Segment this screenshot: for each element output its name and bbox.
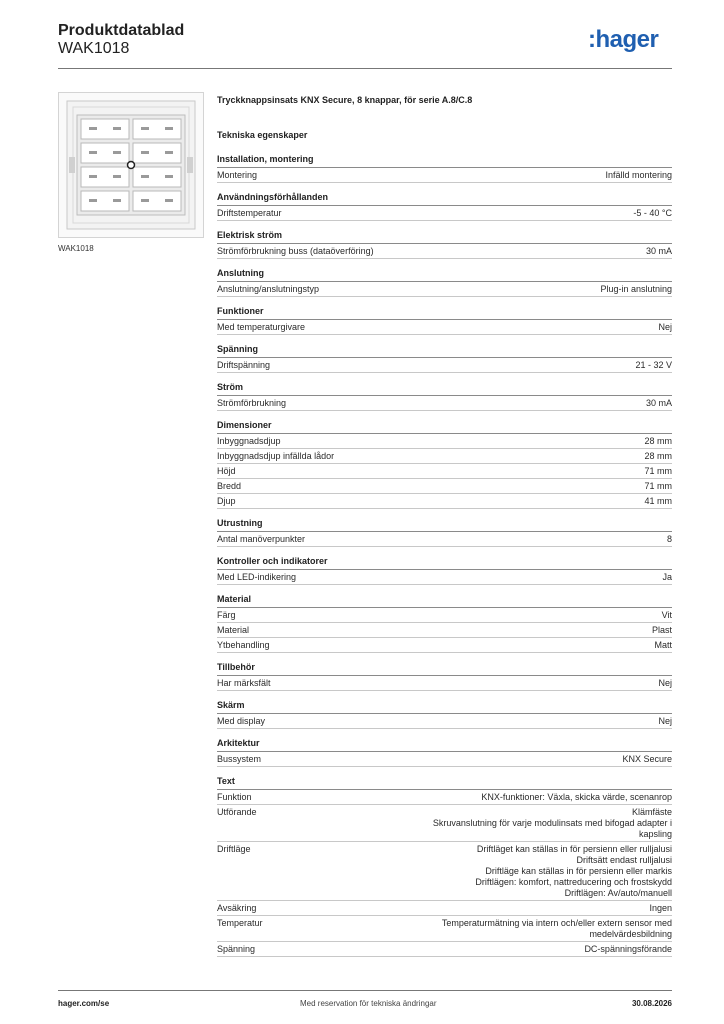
spec-label: Med temperaturgivare bbox=[217, 322, 306, 332]
spec-label: Inbyggnadsdjup bbox=[217, 436, 281, 446]
spec-section-title: Skärm bbox=[217, 698, 672, 714]
spec-value-line: Ingen bbox=[649, 903, 672, 913]
spec-section bbox=[217, 698, 672, 729]
spec-value-line: Ja bbox=[662, 572, 672, 582]
product-name: Tryckknappsinsats KNX Secure, 8 knappar, för serie A.8/C.8 bbox=[217, 95, 473, 105]
spec-section-title: Dimensioner bbox=[217, 418, 672, 434]
spec-value-line: Plast bbox=[651, 625, 672, 635]
spec-section bbox=[217, 380, 672, 411]
spec-value-line: Driftsätt endast rulljalusi bbox=[576, 855, 672, 865]
spec-row bbox=[217, 282, 672, 297]
spec-value bbox=[658, 716, 672, 727]
spec-value-line: Klämfäste bbox=[631, 807, 672, 817]
spec-value-line: Nej bbox=[658, 678, 672, 688]
spec-row bbox=[217, 916, 672, 942]
spec-label: Strömförbrukning buss (dataöverföring) bbox=[217, 246, 374, 256]
spec-value-line: Matt bbox=[654, 640, 672, 650]
spec-section-title: Ström bbox=[217, 380, 672, 396]
spec-row bbox=[217, 358, 672, 373]
spec-row bbox=[217, 479, 672, 494]
spec-row bbox=[217, 942, 672, 957]
spec-value bbox=[654, 640, 672, 651]
spec-section bbox=[217, 774, 672, 957]
spec-label: Funktion bbox=[217, 792, 252, 802]
spec-section-title: Material bbox=[217, 592, 672, 608]
spec-value-line: KNX Secure bbox=[622, 754, 672, 764]
spec-section bbox=[217, 190, 672, 221]
spec-label: Temperatur bbox=[217, 918, 263, 928]
spec-label: Med LED-indikering bbox=[217, 572, 297, 582]
spec-row bbox=[217, 396, 672, 411]
spec-section-title: Utrustning bbox=[217, 516, 672, 532]
spec-label: Ytbehandling bbox=[217, 640, 270, 650]
spec-row bbox=[217, 206, 672, 221]
spec-label: Driftspänning bbox=[217, 360, 271, 370]
spec-value-line: Nej bbox=[658, 716, 672, 726]
spec-value-line: Plug-in anslutning bbox=[600, 284, 672, 294]
spec-section bbox=[217, 266, 672, 297]
spec-value-line: 28 mm bbox=[644, 451, 672, 461]
product-image-caption: WAK1018 bbox=[58, 244, 94, 253]
spec-section bbox=[217, 592, 672, 653]
spec-row bbox=[217, 676, 672, 691]
spec-section-title: Installation, montering bbox=[217, 152, 672, 168]
spec-row bbox=[217, 434, 672, 449]
spec-value-line: 71 mm bbox=[644, 466, 672, 476]
spec-label: Driftstemperatur bbox=[217, 208, 282, 218]
spec-value bbox=[644, 436, 672, 447]
spec-value bbox=[646, 398, 672, 409]
spec-section-title: Text bbox=[217, 774, 672, 790]
spec-section bbox=[217, 554, 672, 585]
spec-label: Avsäkring bbox=[217, 903, 257, 913]
spec-value bbox=[667, 534, 672, 545]
footer-date: 30.08.2026 bbox=[631, 999, 672, 1008]
spec-row bbox=[217, 790, 672, 805]
spec-value bbox=[633, 208, 672, 219]
spec-value-line: 30 mA bbox=[645, 398, 672, 408]
spec-section bbox=[217, 516, 672, 547]
spec-row bbox=[217, 714, 672, 729]
spec-value-line: Driftläge kan ställas in för persienn eller markis bbox=[485, 866, 672, 876]
spec-value-line: Skruvanslutning för varje modulinsats med bifogad adapter i bbox=[432, 818, 672, 828]
spec-section-title: Kontroller och indikatorer bbox=[217, 554, 672, 570]
spec-value-line: Vit bbox=[661, 610, 672, 620]
spec-label: Montering bbox=[217, 170, 258, 180]
spec-value bbox=[600, 284, 672, 295]
spec-value-line: kapsling bbox=[638, 829, 672, 839]
spec-section-title: Arkitektur bbox=[217, 736, 672, 752]
spec-section-title: Tillbehör bbox=[217, 660, 672, 676]
spec-row bbox=[217, 623, 672, 638]
spec-label: Bredd bbox=[217, 481, 242, 491]
spec-value bbox=[662, 610, 672, 621]
spec-section bbox=[217, 418, 672, 509]
spec-value bbox=[584, 944, 672, 955]
spec-row bbox=[217, 901, 672, 916]
spec-label: Har märksfält bbox=[217, 678, 271, 688]
spec-value-line: 21 - 32 V bbox=[635, 360, 672, 370]
spec-label: Driftläge bbox=[217, 844, 251, 854]
spec-label: Strömförbrukning bbox=[217, 398, 287, 408]
document-title: Produktdatablad bbox=[58, 22, 185, 39]
spec-value bbox=[644, 466, 672, 477]
spec-value bbox=[475, 844, 672, 899]
spec-value bbox=[652, 625, 672, 636]
spec-value bbox=[442, 918, 672, 940]
spec-label: Inbyggnadsdjup infällda lådor bbox=[217, 451, 335, 461]
spec-value bbox=[481, 792, 672, 803]
spec-row bbox=[217, 842, 672, 901]
spec-value bbox=[605, 170, 672, 181]
spec-section bbox=[217, 304, 672, 335]
spec-value bbox=[635, 360, 672, 371]
spec-value-line: -5 - 40 °C bbox=[633, 208, 672, 218]
spec-value bbox=[658, 322, 672, 333]
document-subtitle: WAK1018 bbox=[58, 40, 130, 57]
product-image bbox=[58, 92, 204, 238]
spec-label: Färg bbox=[217, 610, 236, 620]
spec-value-line: Temperaturmätning via intern och/eller extern sensor med bbox=[441, 918, 672, 928]
spec-value-line: 28 mm bbox=[644, 436, 672, 446]
spec-row bbox=[217, 464, 672, 479]
spec-row bbox=[217, 608, 672, 623]
spec-value-line: Driftlägen: komfort, nattreducering och frostskydd bbox=[475, 877, 672, 887]
spec-section-title: Spänning bbox=[217, 342, 672, 358]
spec-row bbox=[217, 244, 672, 259]
spec-section-title: Elektrisk ström bbox=[217, 228, 672, 244]
footer-website: hager.com/se bbox=[58, 999, 110, 1008]
spec-row bbox=[217, 494, 672, 509]
spec-row bbox=[217, 805, 672, 842]
spec-value-line: 30 mA bbox=[645, 246, 672, 256]
spec-row bbox=[217, 320, 672, 335]
spec-label: Utförande bbox=[217, 807, 257, 817]
footer-divider bbox=[58, 990, 672, 991]
spec-section bbox=[217, 342, 672, 373]
spec-value bbox=[622, 754, 672, 765]
spec-value bbox=[433, 807, 672, 840]
spec-value-line: 71 mm bbox=[644, 481, 672, 491]
spec-section bbox=[217, 152, 672, 183]
spec-table bbox=[217, 152, 672, 964]
spec-section bbox=[217, 736, 672, 767]
spec-value-line: Driftlägen: Av/auto/manuell bbox=[564, 888, 672, 898]
spec-value-line: Nej bbox=[658, 322, 672, 332]
spec-label: Med display bbox=[217, 716, 266, 726]
spec-row bbox=[217, 638, 672, 653]
spec-value-line: Infälld montering bbox=[605, 170, 672, 180]
spec-section bbox=[217, 660, 672, 691]
header-divider bbox=[58, 68, 672, 69]
technical-properties-heading: Tekniska egenskaper bbox=[217, 130, 308, 140]
spec-value bbox=[658, 678, 672, 689]
spec-label: Höjd bbox=[217, 466, 236, 476]
spec-row bbox=[217, 570, 672, 585]
spec-row bbox=[217, 532, 672, 547]
spec-value bbox=[644, 481, 672, 492]
spec-row bbox=[217, 752, 672, 767]
spec-row bbox=[217, 449, 672, 464]
spec-section-title: Funktioner bbox=[217, 304, 672, 320]
spec-value-line: 41 mm bbox=[644, 496, 672, 506]
spec-label: Bussystem bbox=[217, 754, 262, 764]
spec-value bbox=[649, 903, 672, 914]
spec-label: Material bbox=[217, 625, 250, 635]
spec-row bbox=[217, 168, 672, 183]
spec-value bbox=[644, 496, 672, 507]
spec-label: Spänning bbox=[217, 944, 256, 954]
spec-section bbox=[217, 228, 672, 259]
spec-label: Antal manöverpunkter bbox=[217, 534, 306, 544]
spec-label: Djup bbox=[217, 496, 236, 506]
spec-section-title: Anslutning bbox=[217, 266, 672, 282]
spec-value-line: Driftläget kan ställas in för persienn eller rulljalusi bbox=[476, 844, 672, 854]
spec-value-line: KNX-funktioner: Växla, skicka värde, scenanrop bbox=[481, 792, 672, 802]
spec-label: Anslutning/anslutningstyp bbox=[217, 284, 320, 294]
spec-value-line: 8 bbox=[666, 534, 672, 544]
spec-value bbox=[662, 572, 672, 583]
hager-logo: :hager bbox=[588, 26, 659, 53]
spec-section-title: Användningsförhållanden bbox=[217, 190, 672, 206]
spec-value bbox=[644, 451, 672, 462]
spec-value-line: DC-spänningsförande bbox=[584, 944, 672, 954]
footer-disclaimer: Med reservation för tekniska ändringar bbox=[300, 999, 437, 1008]
spec-value-line: medelvärdesbildning bbox=[589, 929, 672, 939]
push-button-insert-picture bbox=[59, 93, 203, 237]
spec-value bbox=[646, 246, 672, 257]
